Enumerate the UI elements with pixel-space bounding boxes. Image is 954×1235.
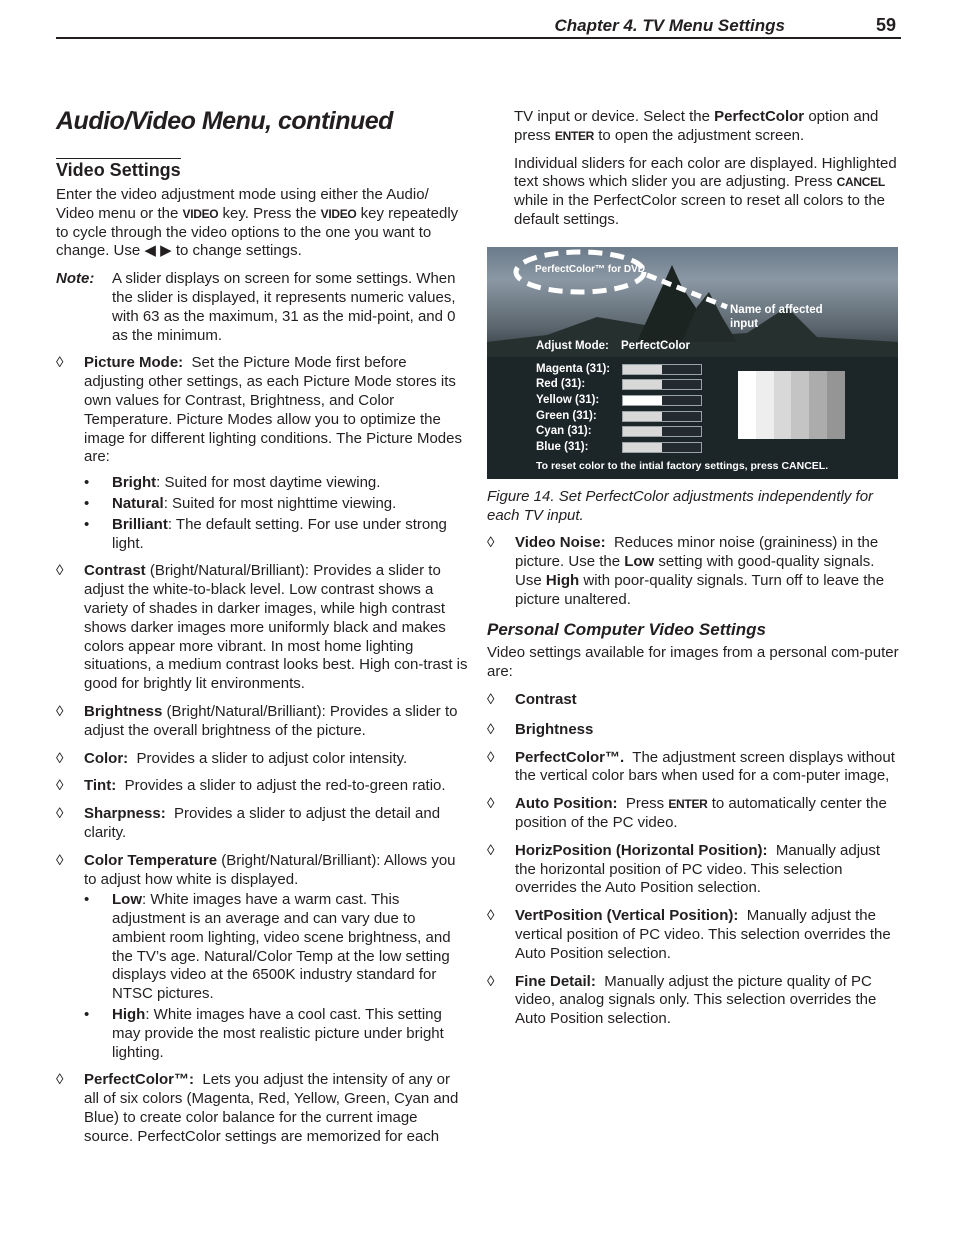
note	[56, 270, 468, 345]
temp-low: • Low: White images have a warm cast. This adjustment is an average and can vary due to ambient room lighting, video scene brightness, and the TV’s age. Natural/Color Temp at the low setting displays video at the 6500K industry standard for NTSC pictures.	[84, 891, 451, 1003]
slider-track[interactable]	[622, 379, 702, 390]
adjust-mode-value: PerfectColor	[621, 339, 691, 352]
pc-item-perfectcolor: ◊ PerfectColor™. The adjustment screen displays without the vertical color bars when used for a com-puter image,	[487, 748, 895, 785]
enter-key: ENTER	[668, 797, 708, 812]
diamond-bullet-icon: ◊	[56, 851, 64, 869]
pc-item-brightness: ◊ Brightness	[487, 720, 594, 738]
chapter-title: Chapter 4. TV Menu Settings	[554, 16, 785, 35]
video-key: VIDEO	[182, 206, 219, 221]
slider-fill	[623, 380, 662, 389]
slider-track[interactable]	[622, 442, 702, 453]
item-contrast: ◊ Contrast (Bright/Natural/Brilliant): Provides a slider to adjust the white-to-black level. Low contrast shows a variety of shades in darker images, while high contrast shows darker images more uniformly black and makes colors appear more vibrant. In most home lighting situations, a medium contrast looks best. High con-trast is good for brightly lit environments.	[56, 562, 468, 693]
diamond-bullet-icon: ◊	[56, 354, 64, 372]
item-brightness: ◊ Brightness (Bright/Natural/Brilliant): Provides a slider to adjust the overall brightness of the picture.	[56, 702, 458, 739]
color-bars	[738, 371, 845, 439]
slider-fill	[623, 396, 662, 405]
section-heading-pc-video: Personal Computer Video Settings	[487, 619, 766, 639]
bullet-icon: •	[84, 474, 90, 492]
diamond-bullet-icon: ◊	[487, 534, 495, 552]
callout-label: Name of affected input	[730, 303, 823, 330]
note-text: A slider displays on screen for some settings. When the slider is displayed, it represents numeric values, with 63 as the maximum, 31 as the mid-point, and 0 as the minimum.	[112, 270, 456, 344]
item-picture-mode: ◊ Picture Mode: Set the Picture Mode first before adjusting other settings, as each Picture Mode stores its own values for Contrast, Brightness, and Color Temperature. Picture Modes allow you to optimize the image for different lighting conditions. The Picture Modes are:	[56, 354, 462, 466]
pc-item-contrast: ◊ Contrast	[487, 690, 577, 708]
slider-label: Blue (31):	[536, 440, 589, 453]
left-column	[56, 186, 468, 1147]
bullet-icon: •	[84, 1006, 90, 1024]
diamond-bullet-icon: ◊	[56, 1071, 64, 1089]
perfectcolor-sliders-paragraph: Individual sliders for each color are displayed. Highlighted text shows which slider you are adjusting. Press CANCEL while in the PerfectColor screen to reset all colors to the default settings.	[514, 154, 897, 228]
pc-item-vert-position: ◊ VertPosition (Vertical Position): Manually adjust the vertical position of PC video. This selection overrides the Auto Position selection.	[487, 907, 891, 962]
item-perfectcolor: ◊ PerfectColor™: Lets you adjust the intensity of any or all of six colors (Magenta, Red, Yellow, Green, Cyan and Blue) to create color balance for the current image source. PerfectColor settings are memorized for each	[56, 1071, 459, 1145]
item-sharpness: ◊ Sharpness: Provides a slider to adjust the detail and clarity.	[56, 805, 441, 841]
figure-perfectcolor-screen	[487, 247, 898, 479]
item-tint: ◊ Tint: Provides a slider to adjust the red-to-green ratio.	[56, 777, 446, 795]
pc-item-auto-position: ◊ Auto Position: Press ENTER to automatically center the position of the PC video.	[487, 795, 887, 831]
note-label: Note:	[56, 270, 95, 288]
page-title: Audio/Video Menu, continued	[56, 107, 393, 135]
slider-track[interactable]	[622, 426, 702, 437]
enter-key: ENTER	[554, 128, 595, 143]
figure-caption: Figure 14. Set PerfectColor adjustments independently for each TV input.	[487, 487, 874, 524]
arrow-keys-icon: ◀ ▶	[144, 242, 172, 260]
bullet-icon: •	[84, 515, 90, 533]
mode-bright: • Bright: Suited for most daytime viewing.	[84, 474, 381, 492]
slider-label: Yellow (31):	[536, 393, 600, 406]
section-heading-video-settings: Video Settings	[56, 160, 181, 180]
slider-label: Red (31):	[536, 378, 586, 391]
slider-fill	[623, 412, 662, 421]
pc-item-fine-detail: ◊ Fine Detail: Manually adjust the picture quality of PC video, analog signals only. This selection overrides the Auto Position selection.	[487, 972, 877, 1028]
right-column	[487, 108, 899, 1029]
diamond-bullet-icon: ◊	[487, 972, 495, 990]
diamond-bullet-icon: ◊	[56, 805, 64, 823]
slider-track[interactable]	[622, 395, 702, 406]
page-number: 59	[875, 15, 896, 35]
cancel-key: CANCEL	[836, 175, 885, 190]
item-video-noise: ◊ Video Noise: Reduces minor noise (graininess) in the picture. Use the Low setting with good-quality signals. Use High with poor-quality signals. Turn off to leave the picture unaltered.	[487, 534, 885, 608]
item-color-temperature: ◊ Color Temperature (Bright/Natural/Brilliant): Allows you to adjust how white is displayed.	[56, 851, 456, 888]
slider-track[interactable]	[622, 364, 702, 375]
perfectcolor-continued: TV input or device. Select the PerfectColor option and press ENTER to open the adjustment screen.	[514, 108, 879, 144]
slider-label: Magenta (31):	[536, 362, 611, 375]
diamond-bullet-icon: ◊	[487, 720, 495, 738]
diamond-bullet-icon: ◊	[56, 749, 64, 767]
slider-track[interactable]	[622, 411, 702, 422]
bullet-icon: •	[84, 891, 90, 909]
pc-intro: Video settings available for images from a personal com-puter are:	[487, 644, 899, 681]
slider-fill	[623, 427, 662, 436]
bullet-icon: •	[84, 494, 90, 512]
diamond-bullet-icon: ◊	[56, 702, 64, 720]
mode-natural: • Natural: Suited for most nighttime viewing.	[84, 494, 397, 512]
temp-high: • High: White images have a cool cast. This setting may provide the most realistic picture under bright lighting.	[84, 1006, 444, 1061]
diamond-bullet-icon: ◊	[56, 562, 64, 580]
input-name-tag: PerfectColor™ for DVD	[535, 263, 646, 275]
adjust-mode-label: Adjust Mode:	[536, 339, 609, 352]
item-color: ◊ Color: Provides a slider to adjust color intensity.	[56, 749, 408, 767]
diamond-bullet-icon: ◊	[487, 795, 495, 813]
intro-paragraph: Enter the video adjustment mode using either the Audio/ Video menu or the VIDEO key. Press the VIDEO key repeatedly to cycle through the video options to the one you want to change. Use ◀ ▶ to change settings.	[56, 186, 459, 260]
slider-label: Green (31):	[536, 409, 597, 422]
mode-brilliant: • Brilliant: The default setting. For use under strong light.	[84, 515, 447, 552]
diamond-bullet-icon: ◊	[56, 777, 64, 795]
pc-item-horiz-position: ◊ HorizPosition (Horizontal Position): Manually adjust the horizontal position of PC video. This selection overrides the Auto Position selection.	[487, 841, 881, 897]
header-rule	[56, 37, 901, 39]
slider-fill	[623, 443, 662, 452]
diamond-bullet-icon: ◊	[487, 690, 495, 708]
slider-label: Cyan (31):	[536, 425, 592, 438]
diamond-bullet-icon: ◊	[487, 907, 495, 925]
slider-fill	[623, 365, 662, 374]
diamond-bullet-icon: ◊	[487, 841, 495, 859]
video-key: VIDEO	[320, 206, 357, 221]
diamond-bullet-icon: ◊	[487, 748, 495, 766]
reset-instruction: To reset color to the intial factory settings, press CANCEL.	[536, 459, 829, 472]
